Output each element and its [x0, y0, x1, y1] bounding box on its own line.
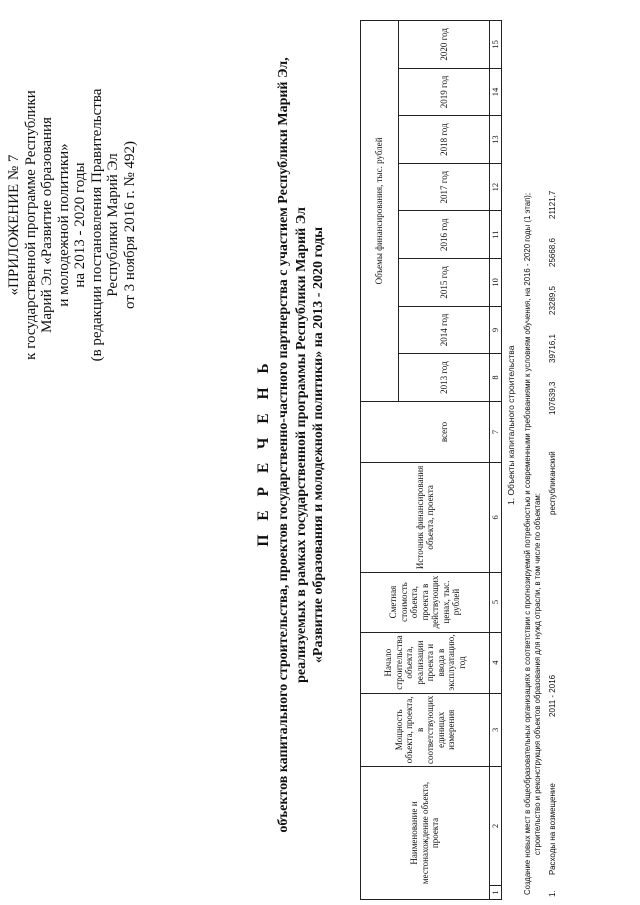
header-name: Наименование и местонахождение объекта, проекта	[361, 767, 490, 900]
header-year: 2015 год	[399, 259, 490, 307]
header-year: 2019 год	[399, 68, 490, 116]
column-number: 15	[490, 21, 502, 69]
column-number: 5	[490, 572, 502, 632]
column-number: 13	[490, 116, 502, 164]
note-line: Создание новых мест в общеобразовательных организациях в соответствии с прогнозируемой потребностью и современными требованиями к условиям обучения, на 2016 - 2020 годы (1 этап);	[523, 192, 532, 895]
appendix-line: и молодежной политики»	[55, 143, 72, 307]
column-number: 1	[490, 886, 502, 900]
row-value-2013: 39716,1	[548, 334, 557, 363]
subtitle-line: реализуемых в рамках государственной программы Республики Марий Эл	[293, 207, 309, 683]
row-total: 107639,3	[548, 381, 557, 415]
row-value-2016: 21121,7	[548, 190, 557, 219]
appendix-block	[6, 15, 138, 435]
section-note	[523, 15, 543, 895]
subtitle-line: «Развитие образования и молодежной политики» на 2013 - 2020 годы	[311, 226, 326, 664]
subtitle-line: объектов капитального строительства, проектов государственно-частного партнерства с участием Республики Марий Эл,	[276, 57, 291, 833]
note-line: строительство и реконструкция объектов образования для нужд отрасли, в том числе по объектам:	[533, 493, 542, 855]
header-total-top	[361, 401, 399, 462]
row-source: республиканский	[548, 451, 557, 515]
header-year: 2020 год	[399, 21, 490, 69]
column-number: 12	[490, 163, 502, 211]
appendix-line: (в редакции постановления Правительства	[88, 88, 105, 362]
column-number: 8	[490, 354, 502, 402]
document-title: П Е Р Е Ч Е Н Ь	[255, 358, 272, 547]
column-number: 11	[490, 211, 502, 259]
appendix-line: «ПРИЛОЖЕНИЕ № 7	[6, 154, 22, 296]
column-number: 2	[490, 767, 502, 886]
header-total: всего	[399, 401, 490, 462]
column-number: 3	[490, 693, 502, 766]
header-year: 2016 год	[399, 211, 490, 259]
appendix-line: на 2013 - 2020 годы	[72, 162, 88, 288]
column-number: 14	[490, 68, 502, 116]
appendix-line: Марий Эл «Развитие образования	[39, 117, 55, 333]
document-subtitle	[275, 30, 328, 860]
header-capacity: Мощность объекта, проекта, в соответствующих единицах измерения	[361, 693, 490, 766]
row-number: 1.	[548, 890, 557, 897]
header-source: Источник финансирования объекта, проекта	[361, 463, 490, 572]
appendix-line: к государственной программе Республики	[22, 90, 39, 360]
row-name: Расходы на возмещение	[548, 783, 557, 875]
column-number-row	[490, 21, 502, 900]
header-funding: Объемы финансирования, тыс. рублей	[361, 21, 399, 402]
appendix-line: от 3 ноября 2016 г. № 492)	[121, 140, 138, 310]
column-number: 7	[490, 401, 502, 462]
header-year: 2018 год	[399, 116, 490, 164]
section-heading: 1. Объекты капитального строительства	[506, 345, 516, 505]
header-year: 2017 год	[399, 163, 490, 211]
appendix-line: Республики Марий Эл	[105, 153, 121, 297]
column-number: 4	[490, 632, 502, 693]
row-value-2014: 23289,5	[548, 286, 557, 315]
row-value-2015: 25668,6	[548, 238, 557, 267]
column-number: 6	[490, 463, 502, 572]
column-number: 9	[490, 306, 502, 354]
header-year: 2013 год	[399, 354, 490, 402]
header-year: 2014 год	[399, 306, 490, 354]
column-number: 10	[490, 259, 502, 307]
header-start: Начало строительства объекта, реализации проекта и ввода в эксплуатацию, год	[361, 632, 490, 693]
header-cost: Сметная стоимость объекта, проекта в действующих ценах, тыс. рублей	[361, 572, 490, 632]
row-period: 2011 - 2016	[548, 674, 557, 717]
objects-table	[360, 20, 502, 900]
